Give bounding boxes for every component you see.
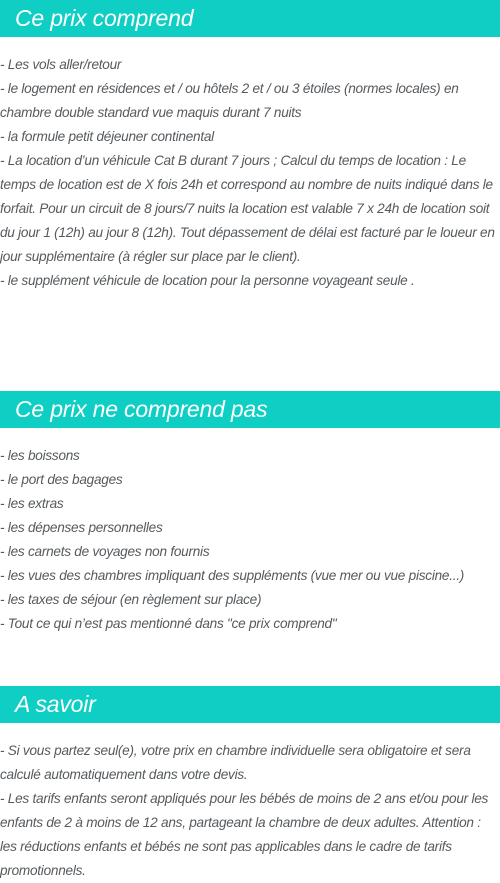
info-list bbox=[0, 739, 500, 883]
section-title-excluded: Ce prix ne comprend pas bbox=[0, 391, 500, 428]
excluded-item: - Tout ce qui n’est pas mentionné dans "ce prix comprend" bbox=[0, 616, 337, 631]
included-item: - Les vols aller/retour bbox=[0, 57, 122, 72]
excluded-item: - les extras bbox=[0, 496, 64, 511]
info-item: - Si vous partez seul(e), votre prix en chambre individuelle sera obligatoire et sera calculé automatiquement dans votre devis. bbox=[0, 743, 471, 782]
excluded-item: - les vues des chambres impliquant des suppléments (vue mer ou vue piscine...) bbox=[0, 568, 465, 583]
included-item: - La location d’un véhicule Cat B durant 7 jours ; Calcul du temps de location : Le temps de location est de X fois 24h et correspond au nombre de nuits indiqué dans le forfait. Pour un circuit de 8 jours/7 nuits la location est valable 7 x 24h de location soit du jour 1 (12h) au jour 8 (12h). Tout dépassement de délai est facturé par le loueur en jour supplémentaire (à régler sur place par le client). bbox=[0, 153, 495, 264]
excluded-item: - les dépenses personnelles bbox=[0, 520, 163, 535]
excluded-item: - le port des bagages bbox=[0, 472, 123, 487]
excluded-item: - les boissons bbox=[0, 448, 80, 463]
excluded-item: - les carnets de voyages non fournis bbox=[0, 544, 210, 559]
excluded-item: - les taxes de séjour (en règlement sur place) bbox=[0, 592, 262, 607]
excluded-list bbox=[0, 444, 500, 636]
info-item: - Les tarifs enfants seront appliqués pour les bébés de moins de 2 ans et/ou pour les enfants de 2 à moins de 12 ans, partageant la chambre de deux adultes. Attention : les réductions enfants et bébés ne sont pas applicables dans le cadre de tarifs promotionnels. bbox=[0, 791, 489, 878]
section-title-included: Ce prix comprend bbox=[0, 0, 500, 37]
included-item: - la formule petit déjeuner continental bbox=[0, 129, 214, 144]
included-item: - le logement en résidences et / ou hôtels 2 et / ou 3 étoiles (normes locales) en chambre double standard vue maquis durant 7 nuits bbox=[0, 81, 459, 120]
included-item: - le supplément véhicule de location pour la personne voyageant seule . bbox=[0, 273, 415, 288]
included-list bbox=[0, 53, 500, 293]
section-title-info: A savoir bbox=[0, 686, 500, 723]
